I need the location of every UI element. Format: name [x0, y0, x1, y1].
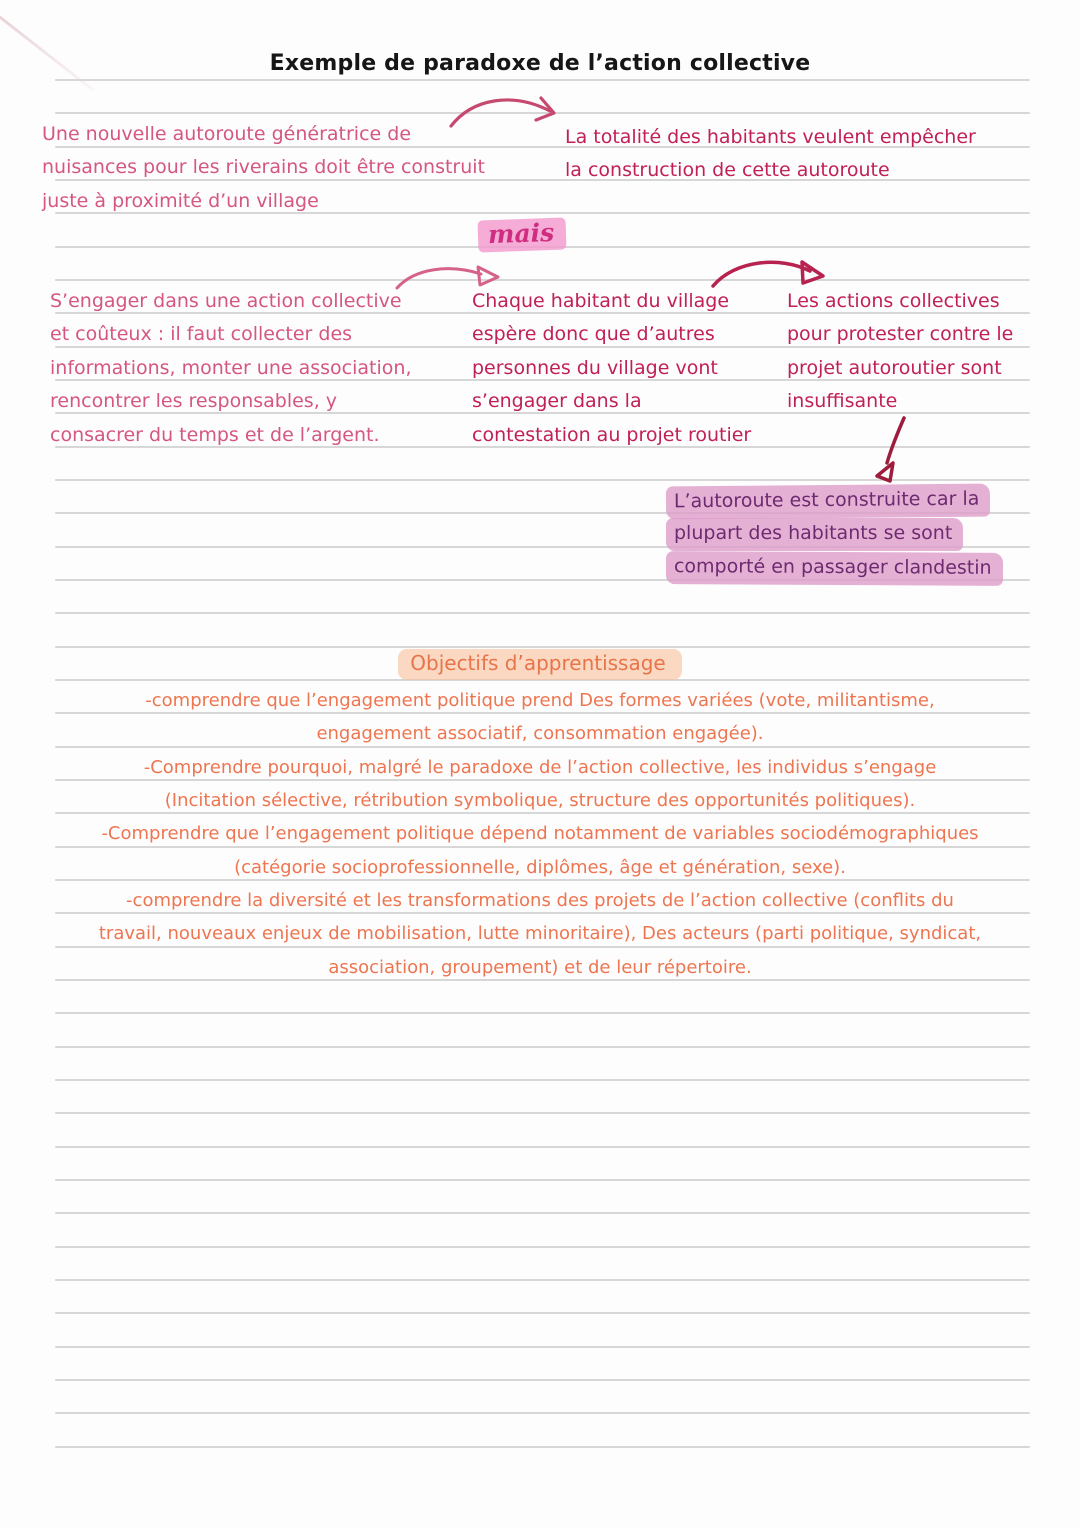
objective-line: travail, nouveaux enjeux de mobilisation, lutte minoritaire), Des acteurs (parti politique, syndicat, — [98, 923, 982, 945]
premise-right-line: la construction de cette autoroute — [565, 159, 890, 182]
objective-line: (catégorie socioprofessionnelle, diplômes, âge et génération, sexe). — [234, 856, 846, 878]
conclusion-line: plupart des habitants se sont — [666, 518, 963, 551]
freerider-line: personnes du village vont — [472, 356, 718, 379]
insufficient-line: insuffisante — [787, 390, 898, 413]
objective-line: -comprendre que l’engagement politique prend Des formes variées (vote, militantisme, — [145, 690, 935, 711]
objective-line: -comprendre la diversité et les transformations des projets de l’action collective (conflits du — [126, 890, 954, 912]
insufficient-line: projet autoroutier sont — [787, 356, 1002, 379]
freerider-line: contestation au projet routier — [472, 423, 752, 446]
freerider-block — [472, 285, 751, 452]
premise-right-block — [565, 121, 976, 188]
cost-line: S’engager dans une action collective — [50, 290, 402, 312]
objective-line: -Comprendre pourquoi, malgré le paradoxe de l’action collective, les individus s’engage — [143, 756, 937, 778]
freerider-line: Chaque habitant du village — [472, 290, 730, 312]
objective-line: (Incitation sélective, rétribution symbolique, structure des opportunités politiques). — [164, 790, 916, 812]
conclusion-line: L’autoroute est construite car la — [666, 484, 991, 520]
conclusion-line: comporté en passager clandestin — [666, 551, 1003, 586]
conclusion-block — [666, 484, 1003, 584]
cost-line: informations, monter une association, — [50, 356, 412, 379]
freerider-line: espère donc que d’autres — [472, 323, 715, 346]
objective-line: engagement associatif, consommation engagée). — [316, 723, 764, 745]
objectives-list — [0, 684, 1080, 984]
objective-line: association, groupement) et de leur répertoire. — [328, 956, 752, 978]
cost-line: rencontrer les responsables, y — [50, 390, 338, 413]
cost-line: consacrer du temps et de l’argent. — [50, 423, 380, 446]
premise-right-line: La totalité des habitants veulent empêcher — [565, 126, 976, 148]
objectives-heading: Objectifs d’apprentissage — [398, 649, 681, 680]
arrow-to-conclusion-icon — [870, 416, 920, 484]
cost-block — [50, 285, 411, 452]
premise-left-block — [42, 118, 485, 218]
cost-line: et coûteux : il faut collecter des — [50, 323, 353, 346]
premise-left-line: nuisances pour les riverains doit être construit — [42, 156, 486, 179]
objective-line: -Comprendre que l’engagement politique dépend notamment de variables sociodémographiques — [101, 823, 979, 845]
premise-left-line: Une nouvelle autoroute génératrice de — [42, 123, 412, 145]
insufficient-block — [787, 285, 1013, 419]
mais-connector: mais — [477, 217, 566, 252]
insufficient-line: pour protester contre le — [787, 323, 1014, 346]
premise-left-line: juste à proximité d’un village — [42, 189, 319, 212]
freerider-line: s’engager dans la — [472, 390, 642, 413]
insufficient-line: Les actions collectives — [787, 290, 1000, 312]
page-title: Exemple de paradoxe de l’action collective — [269, 51, 811, 76]
objectives-heading-wrap — [0, 649, 1080, 680]
mais-connector-wrap — [462, 219, 582, 251]
